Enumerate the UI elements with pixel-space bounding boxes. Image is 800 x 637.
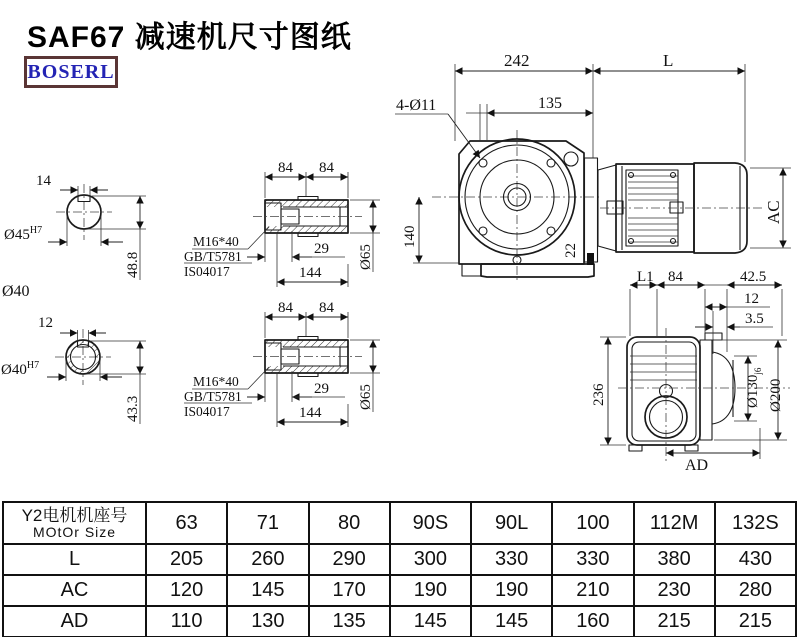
table-cell: 130 <box>227 606 308 637</box>
dim-height-43-3: 43.3 <box>125 395 141 422</box>
motor-size-column: 90S <box>390 502 471 544</box>
dim-84-a: 84 <box>278 300 293 316</box>
table-cell: 145 <box>390 606 471 637</box>
front-view <box>395 51 791 282</box>
dim-AC: AC <box>764 200 783 224</box>
shaft-section-top <box>4 173 146 280</box>
table-cell: 300 <box>390 544 471 575</box>
motor-size-label-cn: Y2电机机座号 <box>21 506 128 525</box>
bolt-std-iso: IS04017 <box>184 404 230 419</box>
dim-dia-40h7: $Ø40^{H7}$ <box>1 360 40 378</box>
motor-size-column: 71 <box>227 502 308 544</box>
row-label: AD <box>3 606 146 637</box>
shaft-section-bottom <box>1 315 146 424</box>
table-cell: 145 <box>227 575 308 606</box>
boserl-logo: BOSERL <box>24 56 118 88</box>
table-row-AD <box>3 606 796 637</box>
dim-135: 135 <box>538 95 562 112</box>
table-cell: 230 <box>634 575 715 606</box>
hollow-shaft-bottom <box>184 300 380 427</box>
dim-dia-65: Ø65 <box>358 384 374 410</box>
dim-key-width-14: 14 <box>36 173 51 189</box>
motor-size-column: 90L <box>471 502 552 544</box>
motor-size-column: 100 <box>552 502 633 544</box>
motor-size-column: 63 <box>146 502 227 544</box>
dim-42-5: 42.5 <box>740 269 767 285</box>
row-label: L <box>3 544 146 575</box>
table-cell: 135 <box>309 606 390 637</box>
table-cell: 120 <box>146 575 227 606</box>
table-cell: 170 <box>309 575 390 606</box>
table-cell: 160 <box>552 606 633 637</box>
table-row-AC <box>3 575 796 606</box>
dim-84-b: 84 <box>319 160 334 176</box>
label-4xd11: 4-Ø11 <box>396 97 437 114</box>
dim-AD: AD <box>685 457 709 474</box>
dim-29: 29 <box>314 241 329 257</box>
dim-29: 29 <box>314 381 329 397</box>
motor-size-column: 112M <box>634 502 715 544</box>
bolt-std-gb: GB/T5781 <box>184 389 242 404</box>
dim-242: 242 <box>504 51 530 70</box>
dim-144: 144 <box>299 265 322 281</box>
motor-size-column: 132S <box>715 502 796 544</box>
table-cell: 330 <box>471 544 552 575</box>
dim-12: 12 <box>744 291 759 307</box>
dim-22: 22 <box>563 243 579 258</box>
dim-dia-65: Ø65 <box>358 244 374 270</box>
dim-236: 236 <box>591 383 607 406</box>
motor-size-label-en: MOtOr Size <box>32 524 117 540</box>
table-row-L <box>3 544 796 575</box>
label-dia-40: Ø40 <box>2 283 30 300</box>
table-cell: 260 <box>227 544 308 575</box>
table-header-row <box>3 502 796 544</box>
table-cell: 190 <box>471 575 552 606</box>
dim-84-b: 84 <box>319 300 334 316</box>
dim-key-width-12: 12 <box>38 315 53 331</box>
dim-dia-45: $Ø45^{H7}$ <box>4 225 43 243</box>
table-cell: 210 <box>552 575 633 606</box>
dimension-table <box>2 501 797 637</box>
table-cell: 290 <box>309 544 390 575</box>
hollow-shaft-top <box>184 160 380 287</box>
motor-size-column: 80 <box>309 502 390 544</box>
dim-140: 140 <box>402 225 418 248</box>
bolt-std-gb: GB/T5781 <box>184 249 242 264</box>
dim-84-a: 84 <box>278 160 293 176</box>
table-cell: 110 <box>146 606 227 637</box>
table-cell: 215 <box>715 606 796 637</box>
table-cell: 280 <box>715 575 796 606</box>
bolt-spec: M16*40 <box>193 234 239 249</box>
page-title: SAF67 减速机尺寸图纸 <box>27 21 352 54</box>
dim-dia-130: $Ø130_{j6}$ <box>745 367 763 408</box>
side-view <box>591 269 790 474</box>
dim-3-5: 3.5 <box>745 311 764 327</box>
table-cell: 215 <box>634 606 715 637</box>
dim-L: L <box>663 51 674 70</box>
dim-height-48-8: 48.8 <box>125 251 141 278</box>
row-label: AC <box>3 575 146 606</box>
table-header-cell <box>3 502 146 544</box>
bolt-spec: M16*40 <box>193 374 239 389</box>
dim-dia-200: Ø200 <box>768 378 784 412</box>
dim-L1: L1 <box>637 269 654 285</box>
table-cell: 330 <box>552 544 633 575</box>
table-cell: 145 <box>471 606 552 637</box>
table-cell: 205 <box>146 544 227 575</box>
dim-84: 84 <box>668 269 683 285</box>
dim-144: 144 <box>299 405 322 421</box>
bolt-std-iso: IS04017 <box>184 264 230 279</box>
table-cell: 430 <box>715 544 796 575</box>
table-cell: 380 <box>634 544 715 575</box>
table-cell: 190 <box>390 575 471 606</box>
